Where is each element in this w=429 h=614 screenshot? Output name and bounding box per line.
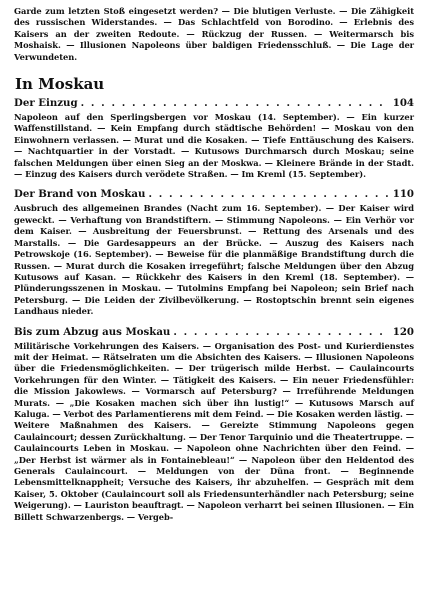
section-heading-abzug: [14, 326, 414, 338]
leader-dots: [148, 188, 389, 200]
section-title: Der Einzug: [14, 97, 78, 110]
section-page-number: 110: [392, 188, 414, 201]
section-summary-brand: Ausbruch des allgemeinen Brandes (Nacht zum 16. September). — Der Kaiser wird geweckt. — Verhaftung von Brandstiftern. — Stimmung Napoleons. — Ein Verhör vor dem Kaiser. — Ausbreitung der Feuersbrunst. — Rettung des Arsenals und des Marstalls. — Die Gardesappeurs an der Brücke. — Auszug des Kaisers nach Petrowskoje (16. September). — Beweise für die planmäßige Brandstiftung durch die Russen. — Murat durch die Kosaken irregeführt; falsche Meldungen über den Abzug Kutusows auf Kasan. — Rückkehr des Kaisers in den Kreml (18. September). — Plünderungsszenen in Moskau. — Tutolmins Empfang bei Napoleon; sein Brief nach Petersburg. — Die Leiden der Zivilbevölkerung. — Rostoptschin brennt sein eigenes Landhaus nieder.: [14, 203, 414, 317]
section-summary-abzug: Militärische Vorkehrungen des Kaisers. — Organisation des Post- und Kurierdienstes mit der Heimat. — Rätselraten um die Absichten des Kaisers. — Illusionen Napoleons über die Friedensmöglichkeiten. — Der trügerisch milde Herbst. — Caulaincourts Vorkehrungen für den Winter. — Tätigkeit des Kaisers. — Ein neuer Friedensfühler: die Mission Jakowlews. — Vormarsch auf Petersburg? — Irreführende Meldungen Murats. — „Die Kosaken machen sich über ihn lustig!“ — Kutusows Marsch auf Kaluga. — Verbot des Parlamentierens mit dem Feind. — Die Kosaken werden lästig. — Weitere Maßnahmen des Kaisers. — Gereizte Stimmung Napoleons gegen Caulaincourt; dessen Zurückhaltung. — Der Tenor Tarquinio und die Theatertruppe. — Caulaincourts Leben in Moskau. — Napoleon ohne Nachrichten über den Feind. — „Der Herbst ist wärmer als in Fontainebleau!“ — Napoleon über den Heldentod des Generals Caulaincourt. — Meldungen von der Düna front. — Beginnende Lebensmittelknappheit; Versuche des Kaisers, ihr abzuhelfen. — Gespräch mit dem Kaiser, 5. Oktober (Caulaincourt soll als Friedensunterhändler nach Petersburg; seine Weigerung). — Lauriston beauftragt. — Napoleon verharrt bei seinen Illusionen. — Ein Billett Schwarzenbergs. — Vergeb-: [14, 340, 414, 522]
intro-paragraph: Garde zum letzten Stoß eingesetzt werden? — Die blutigen Verluste. — Die Zähigkeit des russischen Widerstandes. — Das Schlachtfeld von Borodino. — Erlebnis des Kaisers an der zweiten Redoute. — Rückzug der Russen. — Weitermarsch bis Moshaisk. — Illusionen Napoleons über baldigen Friedensschluß. — Die Lage der Verwundeten.: [14, 6, 414, 62]
section-heading-brand: [14, 188, 414, 200]
part-title: In Moskau: [15, 75, 105, 94]
section-title: Bis zum Abzug aus Moskau: [14, 325, 171, 338]
book-contents-page: [14, 6, 414, 523]
leader-dots: [173, 326, 389, 338]
section-title: Der Brand von Moskau: [14, 188, 146, 201]
section-heading-einzug: [14, 97, 414, 109]
section-page-number: 104: [392, 97, 414, 110]
leader-dots: [81, 97, 390, 109]
section-page-number: 120: [392, 325, 414, 338]
section-summary-einzug: Napoleon auf den Sperlingsbergen vor Moskau (14. September). — Ein kurzer Waffenstillstand. — Kein Empfang durch städtische Behörden! — Moskau von den Einwohnern verlassen. — Murat und die Kosaken. — Tiefe Enttäuschung des Kaisers. — Nachtquartier in der Vorstadt. — Kutusows Durchmarsch durch Moskau; seine falschen Meldungen über einen Sieg an der Moskwa. — Kleinere Brände in der Stadt. — Einzug des Kaisers durch verödete Straßen. — Im Kreml (15. September).: [14, 112, 414, 180]
